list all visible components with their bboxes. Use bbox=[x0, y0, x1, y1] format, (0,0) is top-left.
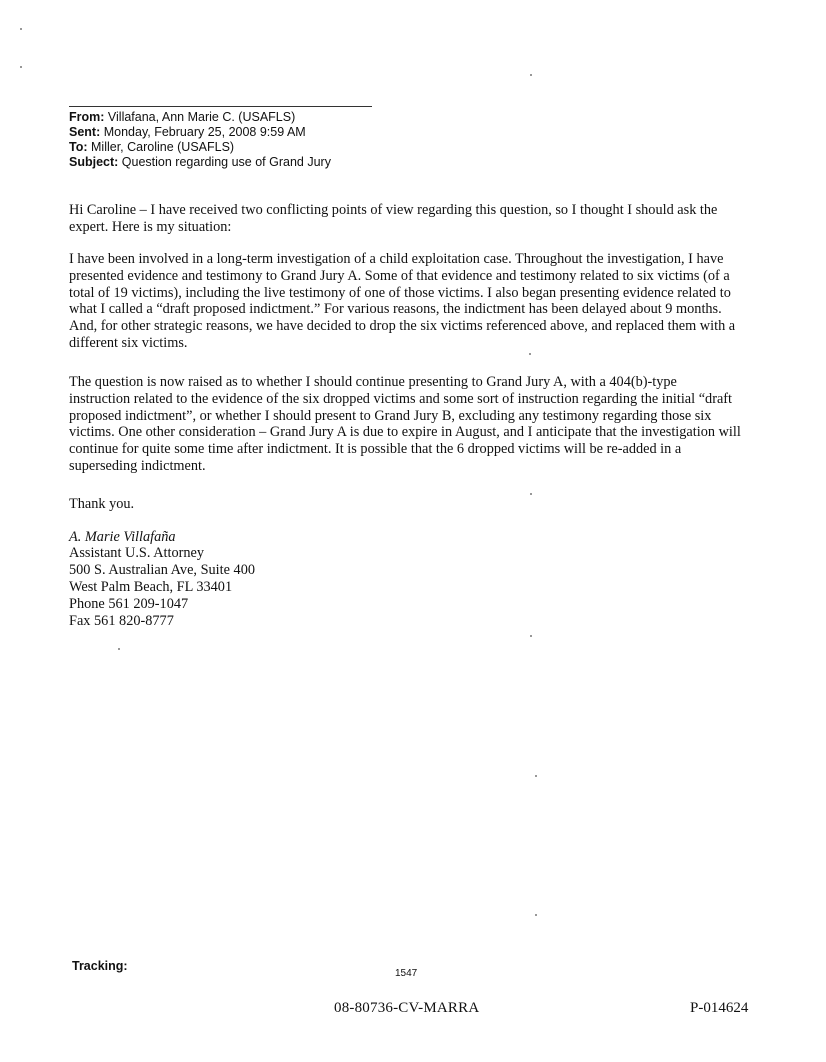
signature-address-1: 500 S. Australian Ave, Suite 400 bbox=[69, 562, 255, 578]
scan-speck bbox=[530, 635, 532, 637]
tracking-label: Tracking: bbox=[72, 959, 128, 973]
case-number: 08-80736-CV-MARRA bbox=[334, 1000, 480, 1016]
scan-speck bbox=[118, 648, 120, 650]
from-line bbox=[69, 110, 295, 125]
closing-text: Thank you. bbox=[69, 496, 135, 512]
signature-address-2: West Palm Beach, FL 33401 bbox=[69, 579, 233, 595]
subject-value: Question regarding use of Grand Jury bbox=[121, 155, 331, 169]
subject-line bbox=[69, 155, 331, 170]
subject-label: Subject: bbox=[69, 155, 119, 169]
scan-speck bbox=[20, 28, 22, 30]
scan-speck bbox=[20, 66, 22, 68]
from-label: From: bbox=[69, 110, 105, 124]
sent-value: Monday, February 25, 2008 9:59 AM bbox=[103, 125, 306, 139]
signature-fax: Fax 561 820-8777 bbox=[69, 613, 174, 629]
page-number: 1547 bbox=[395, 968, 418, 979]
to-line bbox=[69, 140, 234, 155]
body-paragraph-3: The question is now raised as to whether I should continue presenting to Grand Jury A, with a 404(b)-type instruction related to the evidence of the six dropped victims and some sort of instruction regarding the initial “draft proposed indictment”, or whether I should present to Grand Jury B, excluding any testimony regarding those six victims. One other consideration – Grand Jury A is due to expire in August, and I anticipate that the investigation will continue for quite some time after indictment. It is possible that the 6 dropped victims will be re-added in a superseding indictment. bbox=[69, 374, 741, 474]
signature-phone: Phone 561 209-1047 bbox=[69, 596, 189, 612]
header-rule bbox=[69, 106, 372, 107]
bates-number: P-014624 bbox=[690, 1000, 749, 1016]
scan-speck bbox=[535, 914, 537, 916]
signature-title: Assistant U.S. Attorney bbox=[69, 545, 205, 561]
to-value: Miller, Caroline (USAFLS) bbox=[91, 140, 235, 154]
signature-name: A. Marie Villafaña bbox=[69, 529, 176, 545]
sent-line bbox=[69, 125, 306, 140]
body-paragraph-1: Hi Caroline – I have received two conflicting points of view regarding this question, so I thought I should ask the expert. Here is my situation: bbox=[69, 202, 718, 235]
body-paragraph-2: I have been involved in a long-term investigation of a child exploitation case. Throughout the investigation, I have presented evidence and testimony to Grand Jury A. Some of that evidence and testimony related to six victims (of a total of 19 victims), including the live testimony of one of those victims. I also began presenting evidence related to what I called a “draft proposed indictment.” For various reasons, the indictment has been delayed about 9 months. And, for other strategic reasons, we have decided to drop the six victims referenced above, and replaced them with a different six victims. bbox=[69, 251, 736, 351]
scan-speck bbox=[535, 775, 537, 777]
scan-speck bbox=[530, 493, 532, 495]
from-value: Villafana, Ann Marie C. (USAFLS) bbox=[107, 110, 296, 124]
sent-label: Sent: bbox=[69, 125, 101, 139]
to-label: To: bbox=[69, 140, 88, 154]
scan-speck bbox=[529, 353, 531, 355]
scan-speck bbox=[530, 74, 532, 76]
